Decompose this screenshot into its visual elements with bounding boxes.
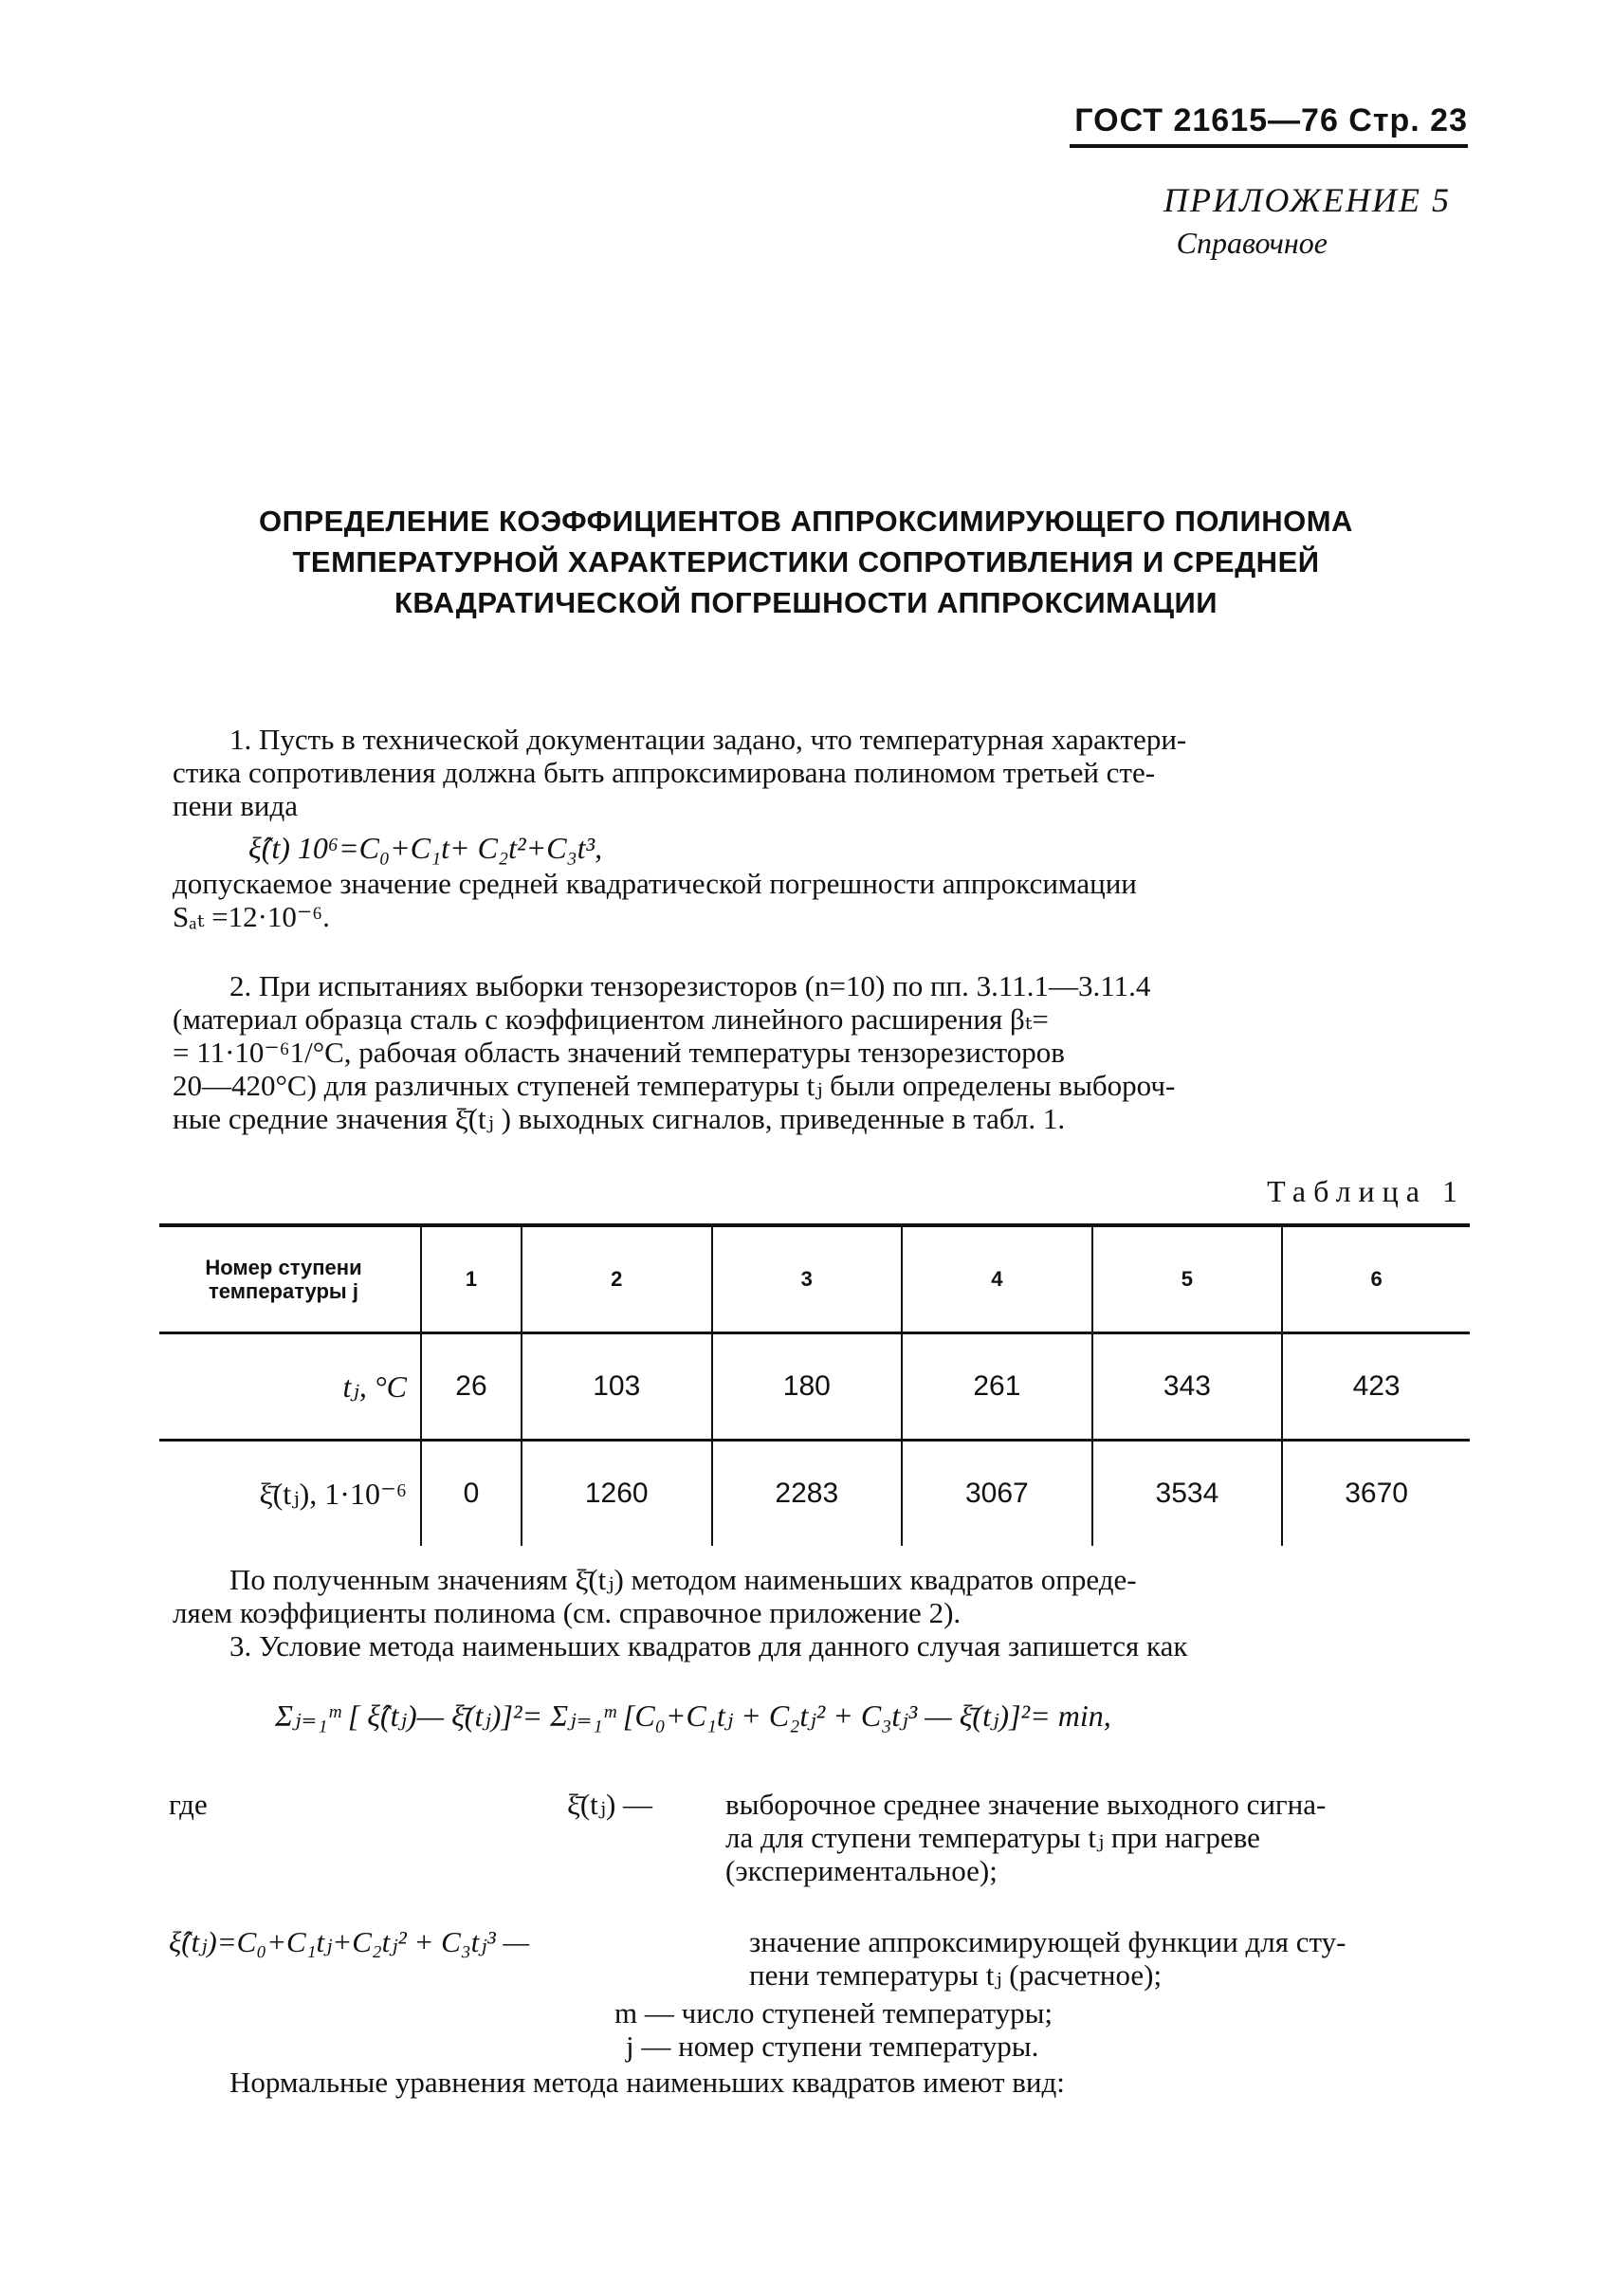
table-cell: 261 bbox=[902, 1333, 1092, 1441]
d2-line-1: значение аппроксимирующей функции для сту- bbox=[749, 1925, 1346, 1958]
p1-line-3: пени вида bbox=[173, 789, 299, 822]
paragraph-3 bbox=[173, 1563, 1462, 1662]
definition-2-symbol: ξ̂(tⱼ)=C₀+C₁tⱼ+C₂tⱼ² + C₃tⱼ³ — bbox=[169, 1925, 530, 1958]
d1-line-1: выборочное среднее значение выходного сигна- bbox=[725, 1788, 1327, 1821]
p1-line-1: 1. Пусть в технической документации задано, что температурная характери- bbox=[229, 723, 1187, 756]
table-cell: 103 bbox=[522, 1333, 712, 1441]
row-label-temperature: tⱼ, °С bbox=[159, 1333, 421, 1441]
table-cell: 26 bbox=[421, 1333, 522, 1441]
p2-line-2: (материал образца сталь с коэффициентом линейного расширения βₜ= bbox=[173, 1002, 1049, 1036]
title-line-1: ОПРЕДЕЛЕНИЕ КОЭФФИЦИЕНТОВ АППРОКСИМИРУЮЩЕГО ПОЛИНОМА bbox=[259, 505, 1353, 538]
closing-line: Нормальные уравнения метода наименьших квадратов имеют вид: bbox=[229, 2066, 1065, 2099]
d1-line-2: ла для ступени температуры tⱼ при нагреве bbox=[725, 1821, 1260, 1854]
table-cell: 0 bbox=[421, 1441, 522, 1547]
table-row-signal bbox=[159, 1441, 1470, 1547]
table-column-header: 2 bbox=[522, 1225, 712, 1333]
table-cell: 3067 bbox=[902, 1441, 1092, 1547]
table-cell: 1260 bbox=[522, 1441, 712, 1547]
appendix-title: ПРИЛОЖЕНИЕ 5 bbox=[1163, 181, 1451, 219]
table-cell: 3534 bbox=[1092, 1441, 1283, 1547]
table-header-row bbox=[159, 1225, 1470, 1333]
p2-line-1: 2. При испытаниях выборки тензорезисторов (n=10) по пп. 3.11.1—3.11.4 bbox=[229, 969, 1151, 1002]
paragraph-2 bbox=[173, 969, 1462, 1135]
d1-line-3: (экспериментальное); bbox=[725, 1854, 998, 1887]
header-label-line-1: Номер ступени bbox=[205, 1256, 362, 1279]
d2-line-2: пени температуры tⱼ (расчетное); bbox=[749, 1958, 1163, 1992]
p4-line-1: 3. Условие метода наименьших квадратов для данного случая запишется как bbox=[229, 1629, 1188, 1662]
p2-line-5: ные средние значения ξ̄(tⱼ ) выходных сигналов, приведенные в табл. 1. bbox=[173, 1102, 1066, 1135]
table-cell: 343 bbox=[1092, 1333, 1283, 1441]
table-column-header: 1 bbox=[421, 1225, 522, 1333]
table-column-header: 3 bbox=[712, 1225, 903, 1333]
definition-3: m — число ступеней температуры; bbox=[614, 1996, 1053, 2030]
p3-line-2: ляем коэффициенты полинома (см. справочное приложение 2). bbox=[173, 1596, 962, 1629]
table-column-header: 5 bbox=[1092, 1225, 1283, 1333]
table-cell: 180 bbox=[712, 1333, 903, 1441]
table-row-temperature bbox=[159, 1333, 1470, 1441]
page-header: ГОСТ 21615—76 Стр. 23 bbox=[1074, 102, 1468, 138]
document-title bbox=[142, 501, 1470, 623]
where-label: где bbox=[169, 1788, 208, 1821]
paragraph-1 bbox=[173, 723, 1462, 933]
data-table bbox=[159, 1223, 1470, 1546]
definition-1-text bbox=[725, 1788, 1470, 1887]
definition-2-text bbox=[749, 1925, 1470, 1992]
p1-line-5: Sₐₜ =12·10⁻⁶. bbox=[173, 900, 330, 933]
table-caption: Таблица 1 bbox=[1267, 1174, 1465, 1208]
table-column-header: 4 bbox=[902, 1225, 1092, 1333]
p2-line-4: 20—420°С) для различных ступеней температуры tⱼ были определены выбороч- bbox=[173, 1069, 1176, 1102]
p1-line-2: стика сопротивления должна быть аппроксимирована полиномом третьей сте- bbox=[173, 756, 1156, 789]
definition-4: j — номер ступени температуры. bbox=[626, 2030, 1039, 2063]
p3-line-1: По полученным значениям ξ̄(tⱼ) методом наименьших квадратов опреде- bbox=[229, 1563, 1137, 1596]
definition-1-symbol: ξ̄(tⱼ) — bbox=[567, 1788, 653, 1821]
header-rule bbox=[1070, 144, 1468, 148]
table-cell: 423 bbox=[1282, 1333, 1470, 1441]
table-column-header: 6 bbox=[1282, 1225, 1470, 1333]
title-line-2: ТЕМПЕРАТУРНОЙ ХАРАКТЕРИСТИКИ СОПРОТИВЛЕНИЯ И СРЕДНЕЙ bbox=[292, 545, 1320, 579]
least-squares-equation: Σⱼ₌₁ᵐ [ ξ̂(tⱼ)— ξ̄(tⱼ)]²= Σⱼ₌₁ᵐ [C₀+C₁tⱼ + C₂tⱼ² + C₃tⱼ³ — ξ̄(tⱼ)]²= min, bbox=[275, 1699, 1111, 1733]
polynomial-formula: ξ̂(t) 10⁶=C₀+C₁t+ C₂t²+C₃t³, bbox=[248, 831, 603, 865]
table-cell: 3670 bbox=[1282, 1441, 1470, 1547]
header-label-line-2: температуры j bbox=[209, 1279, 358, 1303]
appendix-subtitle: Справочное bbox=[1176, 226, 1328, 260]
row-label-signal: ξ̄(tⱼ), 1·10⁻⁶ bbox=[259, 1477, 407, 1511]
table-cell: 2283 bbox=[712, 1441, 903, 1547]
p2-line-3: = 11·10⁻⁶1/°С, рабочая область значений температуры тензорезисторов bbox=[173, 1036, 1065, 1069]
title-line-3: КВАДРАТИЧЕСКОЙ ПОГРЕШНОСТИ АППРОКСИМАЦИИ bbox=[394, 586, 1218, 619]
table-header-label bbox=[159, 1225, 421, 1333]
p1-line-4: допускаемое значение средней квадратической погрешности аппроксимации bbox=[173, 867, 1137, 900]
